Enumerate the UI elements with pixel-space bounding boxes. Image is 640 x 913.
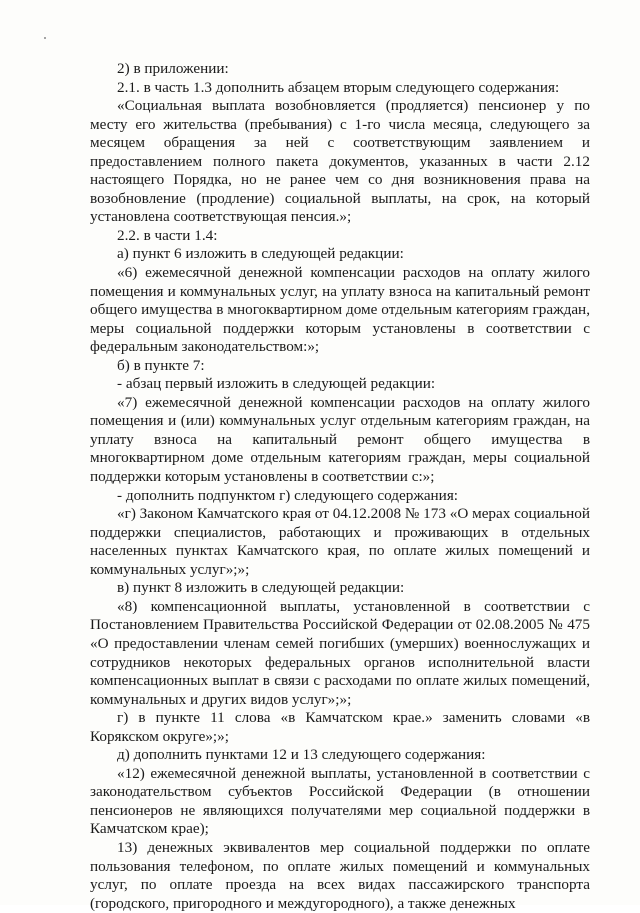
paragraph-item-g: г) в пункте 11 слова «в Камчатском крае.» заменить словами «в Корякском округе»;»; [90,709,590,745]
paragraph-item-a: а) пункт 6 изложить в следующей редакции: [117,245,404,263]
paragraph-item-12-quote: «12) ежемесячной денежной выплаты, установленной в соответствии с законодательством субъектов Российской Федерации (в отношении пенсионеров не являющихся получателями мер социальной поддержки в Камчатском крае); [90,764,590,838]
paragraph-social-payment-quote: «Социальная выплата возобновляется (продляется) пенсионер у по месту его жительства (пребывания) с 1-го числа месяца, следующего за месяцем обращения за ней с соответствующим заявлением и предоставлением полного пакета документов, указанных в части 2.12 настоящего Порядка, но не ранее чем со дня возникновения права на возобновление (продление) социальной выплаты, на срок, на который установлена соответствующая пенсия.»; [90,97,590,226]
scan-speck [44,37,46,39]
paragraph-item-13: 13) денежных эквивалентов мер социальной поддержки по оплате пользования телефоном, по оплате жилых помещений и коммунальных услуг, по оплате проезда на всех видах пассажирского транспорта (городского, пригородного и междугородного), а также денежных [90,838,590,912]
paragraph-item-b: б) в пункте 7: [117,356,205,374]
paragraph-subitem-g-quote: «г) Законом Камчатского края от 04.12.2008 № 173 «О мерах социальной поддержки специалистов, работающих и проживающих в отдельных населенных пунктах Камчатского края, по оплате жилых помещений и коммунальных услуг»;»; [90,505,590,578]
paragraph-first-abzac: - абзац первый изложить в следующей редакции: [117,375,436,393]
paragraph-add-subitem-g: - дополнить подпунктом г) следующего содержания: [117,486,459,504]
document-body [90,60,590,913]
paragraph-item-7-quote: «7) ежемесячной денежной компенсации расходов на оплату жилого помещения и (или) коммунальных услуг отдельным категориям граждан, на уплату взноса на капитальный ремонт общего имущества в многоквартирном доме отдельным категориям граждан, меры социальной поддержки которым установлены в соответствии с:»; [90,393,590,486]
paragraph-item-d: д) дополнить пунктами 12 и 13 следующего содержания: [117,746,486,764]
paragraph-2-1: 2.1. в часть 1.3 дополнить абзацем вторым следующего содержания: [117,78,560,96]
paragraph-item-8-quote: «8) компенсационной выплаты, установленной в соответствии с Постановлением Правительства Российской Федерации от 02.08.2005 № 475 «О предоставлении членам семей погибших (умерших) военнослужащих и сотрудников некоторых федеральных органов исполнительной власти компенсационных выплат в связи с расходами по оплате жилых помещений, коммунальных и других видов услуг»;»; [90,597,590,708]
paragraph-2-2: 2.2. в части 1.4: [117,226,218,244]
paragraph-item-v: в) пункт 8 изложить в следующей редакции: [117,579,405,597]
paragraph-in-appendix: 2) в приложении: [117,60,229,77]
paragraph-item-6-quote: «6) ежемесячной денежной компенсации расходов на оплату жилого помещения и коммунальных услуг, на уплату взноса на капитальный ремонт общего имущества в многоквартирном доме отдельным категориям граждан, меры социальной поддержки которым установлены в соответствии с федеральным законодательством:»; [90,264,590,356]
